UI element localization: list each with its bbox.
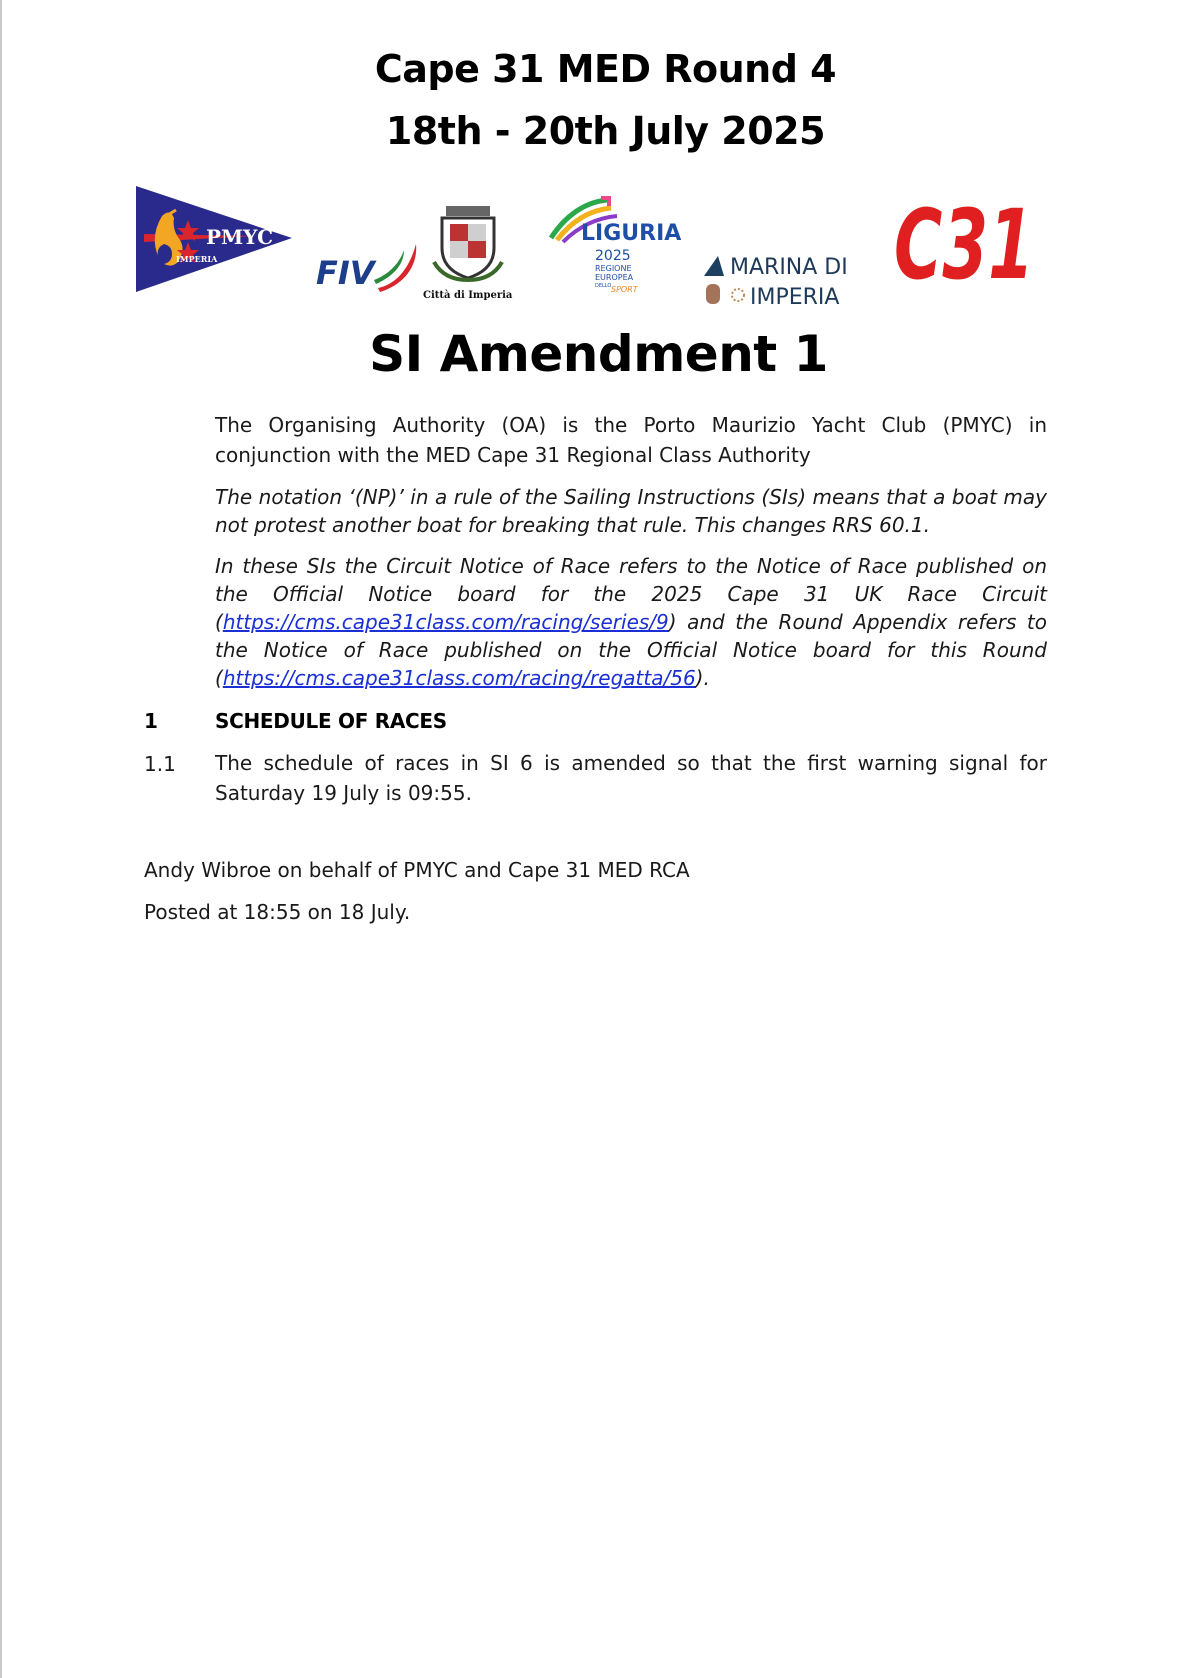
event-dates: 18th - 20th July 2025 (385, 109, 826, 153)
posted-line: Posted at 18:55 on 18 July. (144, 900, 411, 924)
pmyc-logo-subtext: IMPERIA (176, 254, 218, 264)
item-text: The schedule of races in SI 6 is amended so that the first warning signal for Saturday 19 July is 09:55. (215, 751, 1047, 805)
series-link[interactable]: https://cms.cape31class.com/racing/series/9 (222, 610, 669, 634)
regatta-link[interactable]: https://cms.cape31class.com/racing/regatta/56 (222, 666, 696, 690)
liguria-logo-line4: SPORT (611, 285, 638, 294)
signature-line: Andy Wibroe on behalf of PMYC and Cape 31 MED RCA (144, 858, 690, 882)
pmyc-logo-text: PMYC (206, 225, 274, 249)
cape31-logo-text: C31 (894, 189, 1034, 301)
circuit-text-part1: In these SIs the Circuit Notice of Race refers to the Notice of Race published on the Official Notice board for the 2025 Cape 31 UK Race Circuit ( (215, 554, 1047, 634)
circuit-text-part3: ). (695, 666, 710, 690)
section-title: SCHEDULE OF RACES (215, 709, 447, 733)
cape31-logo (894, 178, 1044, 304)
pmyc-logo (136, 186, 296, 296)
imperia-caption: Città di Imperia (423, 290, 513, 301)
section-number: 1 (144, 709, 158, 733)
amendment-title: SI Amendment 1 (369, 325, 828, 383)
header (0, 38, 1179, 162)
intro-paragraph: The Organising Authority (OA) is the Porto Maurizio Yacht Club (PMYC) in conjunction with the MED Cape 31 Regional Class Authority (215, 413, 1047, 467)
page-edge (0, 0, 2, 1678)
marina-logo-line1: MARINA DI (730, 255, 848, 280)
marina-di-imperia-logo (702, 250, 882, 310)
circuit-text-part2: ) and the Round Appendix refers to the Notice of Race published on the Official Notice board for this Round ( (215, 610, 1047, 690)
liguria-logo-line1: REGIONE (595, 264, 632, 273)
liguria-logo-line2: EUROPEA (595, 273, 634, 282)
liguria-logo-line3: DELLO (595, 283, 612, 289)
marina-logo-line2: IMPERIA (750, 285, 840, 310)
item-number: 1.1 (144, 752, 176, 776)
event-title: Cape 31 MED Round 4 (374, 47, 837, 91)
sponsor-logos (140, 190, 1040, 320)
liguria-logo-year: 2025 (595, 248, 631, 264)
liguria-logo (545, 188, 685, 300)
fiv-logo (316, 240, 426, 300)
notation-paragraph: The notation ‘(NP)’ in a rule of the Sailing Instructions (SIs) means that a boat may not protest another boat for breaking that rule. This changes RRS 60.1. (215, 485, 1047, 537)
fiv-logo-text: FIV (316, 254, 375, 292)
imperia-crest-logo (428, 202, 508, 282)
liguria-logo-text: LIGURIA (581, 221, 682, 246)
circuit-paragraph (215, 552, 1047, 692)
